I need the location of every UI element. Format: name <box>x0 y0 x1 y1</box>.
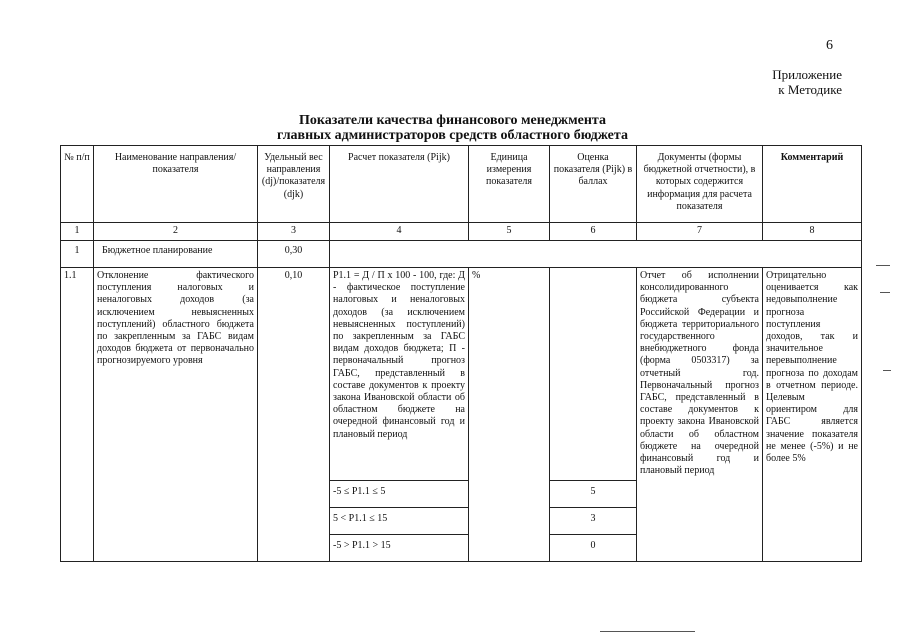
document-title <box>0 113 905 143</box>
criteria-condition: -5 ≤ Р1.1 ≤ 5 <box>330 481 469 508</box>
header-score: Оценка показателя (Pijk) в баллах <box>550 146 637 223</box>
scan-mark <box>880 292 890 293</box>
indicator-row <box>61 268 862 481</box>
indicator-weight: 0,10 <box>258 268 330 562</box>
page-number: 6 <box>826 38 833 53</box>
column-number-row <box>61 223 862 241</box>
col-number: 1 <box>61 223 94 241</box>
appendix-label <box>772 67 842 97</box>
scan-mark <box>883 370 891 371</box>
scan-mark <box>600 631 695 632</box>
header-weight: Удельный вес направления (dj)/показателя (djk) <box>258 146 330 223</box>
col-number: 4 <box>330 223 469 241</box>
header-row <box>61 146 862 223</box>
header-name: Наименование направления/показателя <box>94 146 258 223</box>
header-calculation: Расчет показателя (Pijk) <box>330 146 469 223</box>
col-number: 8 <box>763 223 862 241</box>
indicator-name: Отклонение фактического поступления налоговых и неналоговых доходов (за исключением невыясненных поступлений) областного бюджета по закрепленным за ГАБС видам доходов бюджета от первоначально прогнозируемого уровня <box>94 268 258 562</box>
header-unit: Единица измерения показателя <box>469 146 550 223</box>
criteria-score: 0 <box>550 535 637 562</box>
criteria-condition: -5 > Р1.1 > 15 <box>330 535 469 562</box>
scan-mark <box>876 265 890 266</box>
section-weight: 0,30 <box>258 241 330 268</box>
title-line-2: главных администраторов средств областного бюджета <box>277 128 628 143</box>
col-number: 2 <box>94 223 258 241</box>
header-comment: Комментарий <box>763 146 862 223</box>
section-number: 1 <box>61 241 94 268</box>
criteria-score: 3 <box>550 508 637 535</box>
indicators-table <box>60 145 862 562</box>
indicator-score-empty <box>550 268 637 481</box>
indicator-unit: % <box>469 268 550 562</box>
appendix-line-2: к Методике <box>778 82 842 97</box>
col-number: 3 <box>258 223 330 241</box>
header-documents: Документы (формы бюджетной отчетности), в которых содержится информация для расчета показателя <box>637 146 763 223</box>
indicator-comment: Отрицательно оценивается как недовыполнение прогноза поступления доходов, так и значительное перевыполнение прогноза по доходам в отчетном периоде. Целевым ориентиром для ГАБС является значение показателя не менее (-5%) и не более 5% <box>763 268 862 562</box>
col-number: 6 <box>550 223 637 241</box>
col-number: 5 <box>469 223 550 241</box>
title-line-1: Показатели качества финансового менеджмента <box>299 113 606 128</box>
criteria-condition: 5 < Р1.1 ≤ 15 <box>330 508 469 535</box>
section-empty <box>330 241 862 268</box>
header-number: № п/п <box>61 146 94 223</box>
indicator-calculation: Р1.1 = Д / П х 100 - 100, где: Д - фактическое поступление налоговых и неналоговых доходов (за исключением невыясненных поступлений) по закрепленным за ГАБС видам доходов бюджета; П - первоначальный прогноз ГАБС, представленный в составе документов к проекту закона Ивановской области об областном бюджете на очередной финансовый год и плановый период <box>330 268 469 481</box>
col-number: 7 <box>637 223 763 241</box>
section-name: Бюджетное планирование <box>94 241 258 268</box>
indicator-documents: Отчет об исполнении консолидированного бюджета субъекта Российской Федерации и бюджета территориального государственного внебюджетного фонда (форма 0503317) за отчетный год. Первоначальный прогноз ГАБС, представленный в составе документов к проекту закона Ивановской области об областном бюджете на очередной финансовый год и плановый период <box>637 268 763 562</box>
criteria-score: 5 <box>550 481 637 508</box>
appendix-line-1: Приложение <box>772 67 842 82</box>
indicator-number: 1.1 <box>61 268 94 562</box>
section-row <box>61 241 862 268</box>
